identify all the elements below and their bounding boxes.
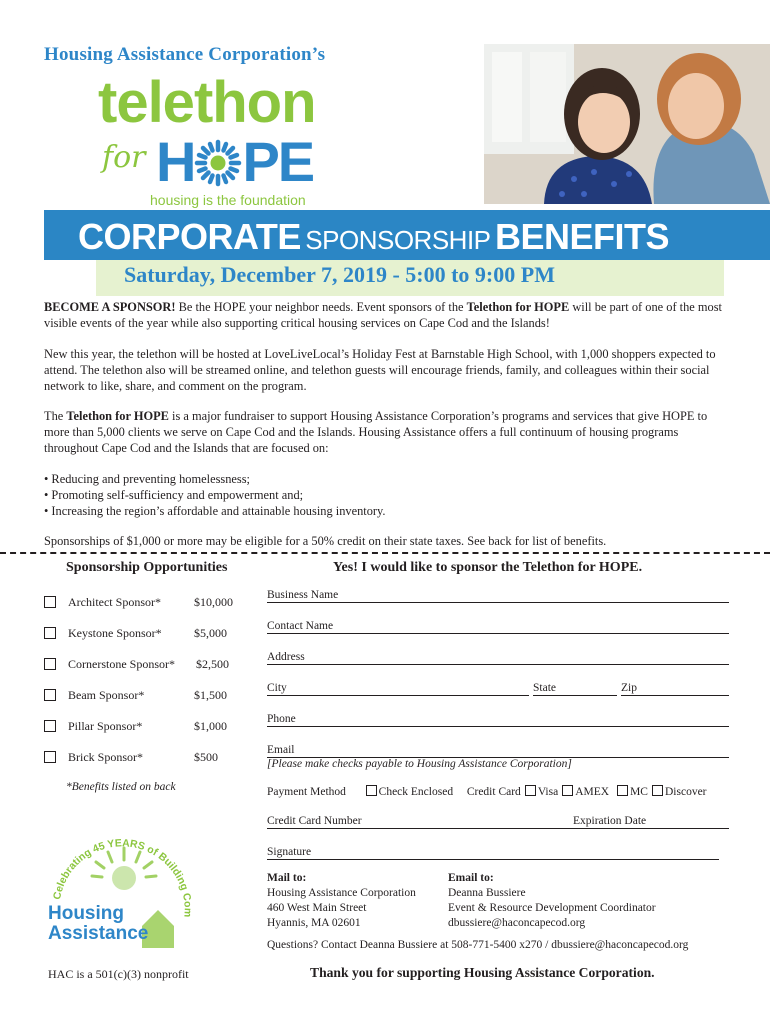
expiration-date-field[interactable] [573,815,729,831]
fundraiser-paragraph [44,409,730,456]
city-field[interactable] [267,682,529,698]
sponsor-option-keystone[interactable] [44,626,244,644]
telethon-name-bold: Telethon for HOPE [466,300,570,314]
checks-payable-note: [Please make checks payable to Housing Assistance Corporation] [267,758,572,770]
sponsor-option-name: Architect Sponsor* [68,595,161,609]
sponsor-option-amount: $5,000 [194,626,227,640]
sponsor-option-brick[interactable] [44,750,244,768]
field-label: Business Name [267,589,341,601]
logo-hope-text [156,130,314,193]
checkbox[interactable] [44,627,56,639]
sponsor-option-architect[interactable] [44,595,244,613]
mail-line: Housing Assistance Corporation [267,887,416,899]
sponsor-option-amount: $2,500 [196,657,229,671]
become-sponsor-heading: BECOME A SPONSOR! [44,300,176,314]
field-label: City [267,682,290,694]
discover-label: Discover [664,786,707,798]
input-line[interactable] [267,664,729,665]
org-title: Housing Assistance Corporation’s [44,44,326,65]
fundraiser-text-b: is a major fundraiser to support Housing Assistance Corporation’s programs and services that give HOPE to more than 5,000 clients we serve on Cape Cod and the Islands. Housing Assistance offers a full continuum of housing programs throughout Cape Cod and the Islands that are focused on: [44,409,708,455]
sponsor-option-pillar[interactable] [44,719,244,737]
credit-card-label: Credit Card [466,786,521,798]
sponsor-option-name: Brick Sponsor* [68,750,143,764]
housing-assistance-45-years-logo [46,808,196,958]
thank-you-message: Thank you for supporting Housing Assistance Corporation. [310,965,655,980]
bullet-item: • Promoting self-sufficiency and empowerment and; [44,487,304,502]
cut-line [0,552,770,554]
input-line[interactable] [267,828,573,829]
intro-paragraph [44,300,730,332]
payment-method-row [267,785,707,798]
field-label: Phone [267,713,299,725]
field-label: Address [267,651,308,663]
sponsorship-opportunities-heading: Sponsorship Opportunities [66,560,228,575]
checkbox[interactable] [44,689,56,701]
banner-title [78,216,669,258]
fundraiser-text-a: The [44,409,67,423]
input-line[interactable] [267,859,719,860]
sponsor-option-cornerstone[interactable] [44,657,244,675]
checkbox[interactable] [44,658,56,670]
signature-field[interactable] [267,846,719,862]
input-line[interactable] [621,695,729,696]
mail-to-block [267,871,416,931]
field-label: State [533,682,559,694]
event-date-bar [96,260,724,296]
mail-line: Hyannis, MA 02601 [267,917,361,929]
logo-telethon-text: telethon [98,70,316,135]
sponsor-option-amount: $500 [194,750,218,764]
nonprofit-status: HAC is a 501(c)(3) nonprofit [48,967,189,981]
focus-bullet-list [44,472,730,519]
corporate-sponsorship-banner [44,210,770,260]
credit-card-row [267,815,729,831]
discover-checkbox[interactable] [652,785,663,796]
input-line[interactable] [267,726,729,727]
telethon-for-hope-logo [98,70,358,208]
event-date: Saturday, December 7, 2019 - 5:00 to 9:00 PM [124,262,555,287]
mc-checkbox[interactable] [617,785,628,796]
check-enclosed-checkbox[interactable] [366,785,377,796]
email-address-link[interactable]: dbussiere@haconcapecod.org [448,917,586,929]
email-line: Deanna Bussiere [448,887,526,899]
amex-checkbox[interactable] [562,785,573,796]
intro-text-b: will be part of one of the most visible events of the year while also supporting critical housing services on Cape Cod and the Islands! [44,300,723,330]
mail-to-heading: Mail to: [267,872,307,884]
field-label: Contact Name [267,620,336,632]
intro-text-a: Be the HOPE your neighbor needs. Event sponsors of the [175,300,467,314]
sponsor-option-beam[interactable] [44,688,244,706]
logo-h-letter: H [156,130,195,193]
address-field[interactable] [267,651,729,667]
sponsor-option-name: Pillar Sponsor* [68,719,143,733]
field-label: Credit Card Number [267,815,365,827]
state-field[interactable] [533,682,617,698]
tax-credit-note: Sponsorships of $1,000 or more may be eligible for a 50% credit on their state taxes. See back for list of benefits. [44,534,607,548]
check-enclosed-label: Check Enclosed [378,786,454,798]
logo-for-text: for [102,140,146,175]
city-state-zip-row [267,682,729,698]
hac-name-housing: Housing [48,903,124,924]
mother-daughter-photo [484,44,770,204]
logo-tagline: housing is the foundation [150,192,306,208]
hac-name-assistance: Assistance [48,923,149,944]
visa-checkbox[interactable] [525,785,536,796]
photo-illustration [484,44,770,204]
banner-word-corporate: CORPORATE [78,216,301,257]
questions-contact: Questions? Contact Deanna Bussiere at 508-771-5400 x270 / dbussiere@haconcapecod.org [267,939,689,951]
sun-icon [194,139,242,187]
banner-word-benefits: BENEFITS [494,216,669,257]
mc-label: MC [630,786,648,798]
bullet-item: • Reducing and preventing homelessness; [44,472,250,486]
sponsor-option-amount: $10,000 [194,595,233,609]
logo-pe-letters: PE [242,130,314,193]
checkbox[interactable] [44,596,56,608]
amex-label: AMEX [575,786,610,798]
input-line[interactable] [267,602,729,603]
sponsor-option-amount: $1,500 [194,688,227,702]
checkbox[interactable] [44,720,56,732]
sponsor-option-name: Cornerstone Sponsor* [68,657,175,671]
input-line[interactable] [533,695,617,696]
checkbox[interactable] [44,751,56,763]
sponsor-option-amount: $1,000 [194,719,227,733]
email-to-block [448,871,656,931]
new-this-year-paragraph: New this year, the telethon will be hosted at LoveLiveLocal’s Holiday Fest at Barnstable High School, with 1,000 shoppers expected to attend. The telethon also will be streamed online, and telethon guests will encourage friends, family, and colleagues within their social network to like, share, and comment on the program. [44,347,716,393]
email-line: Event & Resource Development Coordinator [448,902,656,914]
mail-line: 460 West Main Street [267,902,367,914]
bullet-item: • Increasing the region’s affordable and attainable housing inventory. [44,503,386,518]
input-line[interactable] [267,633,729,634]
visa-label: Visa [537,786,559,798]
banner-word-sponsorship: SPONSORSHIP [305,225,491,255]
contact-name-field[interactable] [267,620,729,636]
hac-arc-text: Celebrating 45 YEARS of Building Com [51,837,194,918]
field-label: Email [267,744,297,756]
credit-card-number-field[interactable] [267,815,573,831]
payment-method-label: Payment Method [267,786,346,798]
sponsor-form-heading: Yes! I would like to sponsor the Telethon for HOPE. [333,560,643,575]
input-line[interactable] [267,695,529,696]
field-label: Zip [621,682,640,694]
input-line[interactable] [573,828,729,829]
phone-field[interactable] [267,713,729,729]
email-to-heading: Email to: [448,872,494,884]
field-label: Expiration Date [573,815,649,827]
sponsor-option-name: Beam Sponsor* [68,688,145,702]
field-label: Signature [267,846,314,858]
telethon-name-bold-2: Telethon for HOPE [66,409,169,423]
benefits-note: *Benefits listed on back [66,781,176,793]
business-name-field[interactable] [267,589,729,605]
sponsor-option-name: Keystone Sponsor* [68,626,162,640]
zip-field[interactable] [621,682,729,698]
